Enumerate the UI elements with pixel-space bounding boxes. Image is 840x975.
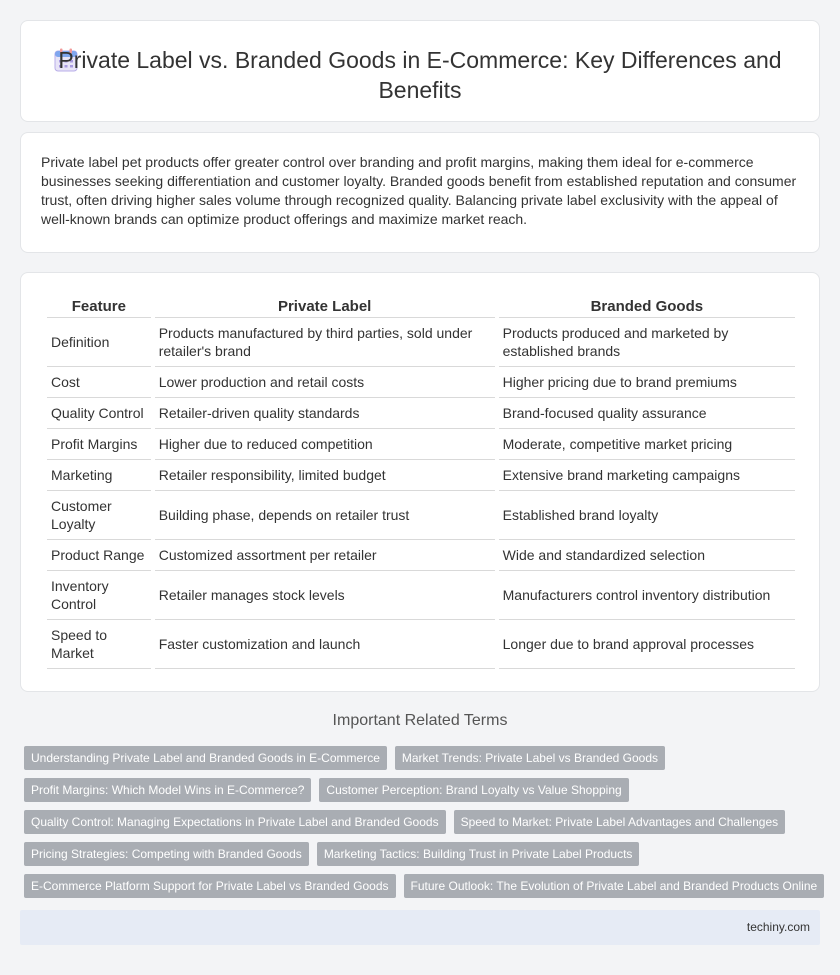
tag-row — [24, 874, 824, 898]
related-term-tag[interactable]: Customer Perception: Brand Loyalty vs Value Shopping — [319, 778, 628, 802]
table-row — [47, 398, 795, 429]
footer-site-link[interactable]: techiny.com — [746, 920, 810, 934]
feature-cell: Speed to Market — [47, 620, 151, 669]
table-row — [47, 429, 795, 460]
table-row — [47, 540, 795, 571]
branded-goods-cell: Higher pricing due to brand premiums — [499, 367, 795, 398]
feature-cell: Inventory Control — [47, 571, 151, 620]
related-term-tag[interactable]: E-Commerce Platform Support for Private Label vs Branded Goods — [24, 874, 396, 898]
comparison-table — [43, 295, 799, 669]
footer — [20, 910, 820, 945]
table-row — [47, 367, 795, 398]
page-title: Private Label vs. Branded Goods in E-Commerce: Key Differences and Benefits — [58, 47, 782, 103]
tag-row — [24, 842, 824, 866]
table-row — [47, 571, 795, 620]
branded-goods-cell: Longer due to brand approval processes — [499, 620, 795, 669]
feature-cell: Definition — [47, 318, 151, 367]
feature-cell: Marketing — [47, 460, 151, 491]
tag-row — [24, 778, 824, 802]
summary-card — [20, 132, 820, 253]
feature-cell: Cost — [47, 367, 151, 398]
table-row — [47, 491, 795, 540]
table-row — [47, 620, 795, 669]
branded-goods-cell: Products produced and marketed by established brands — [499, 318, 795, 367]
branded-goods-cell: Extensive brand marketing campaigns — [499, 460, 795, 491]
table-row — [47, 460, 795, 491]
header-card — [20, 20, 820, 122]
private-label-cell: Building phase, depends on retailer trust — [155, 491, 495, 540]
private-label-cell: Retailer-driven quality standards — [155, 398, 495, 429]
feature-cell: Profit Margins — [47, 429, 151, 460]
related-term-tag[interactable]: Future Outlook: The Evolution of Private Label and Branded Products Online — [404, 874, 825, 898]
table-row — [47, 318, 795, 367]
feature-cell: Customer Loyalty — [47, 491, 151, 540]
feature-cell: Quality Control — [47, 398, 151, 429]
private-label-cell: Retailer responsibility, limited budget — [155, 460, 495, 491]
private-label-cell: Lower production and retail costs — [155, 367, 495, 398]
private-label-cell: Customized assortment per retailer — [155, 540, 495, 571]
related-term-tag[interactable]: Quality Control: Managing Expectations in Private Label and Branded Goods — [24, 810, 446, 834]
branded-goods-cell: Brand-focused quality assurance — [499, 398, 795, 429]
feature-cell: Product Range — [47, 540, 151, 571]
related-term-tag[interactable]: Speed to Market: Private Label Advantages and Challenges — [454, 810, 786, 834]
related-term-tag[interactable]: Profit Margins: Which Model Wins in E-Commerce? — [24, 778, 311, 802]
branded-goods-cell: Manufacturers control inventory distribution — [499, 571, 795, 620]
related-term-tag[interactable]: Understanding Private Label and Branded Goods in E-Commerce — [24, 746, 387, 770]
private-label-cell: Higher due to reduced competition — [155, 429, 495, 460]
related-term-tag[interactable]: Pricing Strategies: Competing with Branded Goods — [24, 842, 309, 866]
header-branded-goods: Branded Goods — [499, 295, 795, 318]
tag-row — [24, 810, 824, 834]
tag-row — [24, 746, 824, 770]
related-term-tag[interactable]: Marketing Tactics: Building Trust in Private Label Products — [317, 842, 640, 866]
branded-goods-cell: Moderate, competitive market pricing — [499, 429, 795, 460]
summary-text: Private label pet products offer greater control over branding and profit margins, making them ideal for e-commerce businesses seeking differentiation and customer loyalty. Branded goods benefit from established reputation and consumer trust, often driving higher sales volume through recognized quality. Balancing private label exclusivity with the appeal of well-known brands can optimize product offerings and maximize market reach. — [41, 154, 797, 227]
related-terms-tags — [24, 746, 824, 906]
table-header-row — [47, 295, 795, 318]
private-label-cell: Retailer manages stock levels — [155, 571, 495, 620]
private-label-cell: Faster customization and launch — [155, 620, 495, 669]
private-label-cell: Products manufactured by third parties, sold under retailer's brand — [155, 318, 495, 367]
header-feature: Feature — [47, 295, 151, 318]
branded-goods-cell: Established brand loyalty — [499, 491, 795, 540]
header-private-label: Private Label — [155, 295, 495, 318]
related-terms-heading: Important Related Terms — [332, 712, 508, 729]
branded-goods-cell: Wide and standardized selection — [499, 540, 795, 571]
related-term-tag[interactable]: Market Trends: Private Label vs Branded Goods — [395, 746, 665, 770]
table-card — [20, 272, 820, 692]
